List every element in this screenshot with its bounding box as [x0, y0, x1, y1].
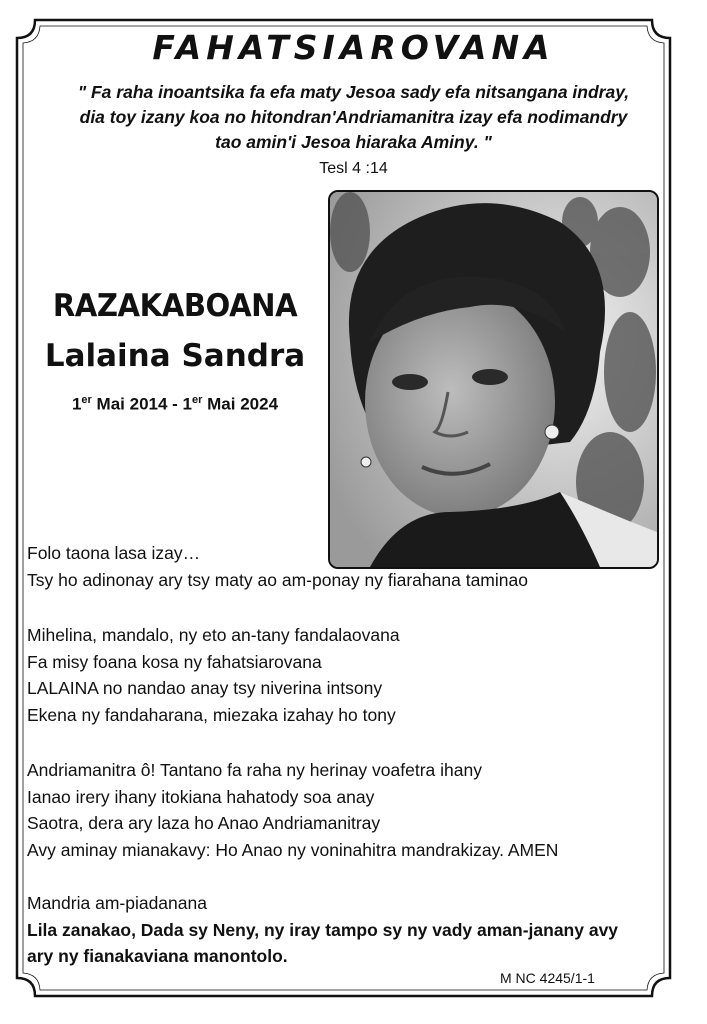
poem-line: Tsy ho adinonay ary tsy maty ao am-ponay ny fiarahana taminao: [27, 569, 528, 590]
poem-line: Fa misy foana kosa ny fahatsiarovana: [27, 651, 322, 672]
quote-line: " Fa raha inoantsika fa efa maty Jesoa sady efa nitsangana indray,: [77, 82, 630, 102]
page-title: FAHATSIAROVANA: [152, 28, 555, 67]
poem-line: Saotra, dera ary laza ho Anao Andriamanitray: [27, 813, 381, 833]
life-dates: 1er Mai 2014 - 1er Mai 2024: [71, 394, 279, 414]
quote-line: tao amin'i Jesoa hiaraka Aminy. ": [215, 132, 492, 152]
portrait-photo-icon: [330, 192, 657, 567]
poem-line: Ianao irery ihany itokiana hahatody soa anay: [27, 786, 375, 807]
poem-line: Ekena ny fandaharana, miezaka izahay ho tony: [27, 704, 396, 725]
poem-stanza-1: [27, 540, 667, 593]
deceased-given-names: Lalaina Sandra: [44, 338, 306, 374]
poem-stanza-3: [27, 757, 667, 863]
reference-code: M NC 4245/1-1: [500, 970, 595, 986]
poem-line: Mihelina, mandalo, ny eto an-tany fandalaovana: [27, 625, 400, 645]
poem-line: Andriamanitra ô! Tantano fa raha ny herinay voafetra ihany: [27, 760, 482, 780]
poem-line: Avy aminay mianakavy: Ho Anao ny voninahitra mandrakizay. AMEN: [27, 839, 559, 860]
deceased-surname: RAZAKABOANA: [52, 288, 298, 324]
quote-line: dia toy izany koa no hitondran'Andriamanitra izay efa nodimandry: [79, 107, 628, 127]
family-names-line: ary ny fianakaviana manontolo.: [27, 946, 288, 966]
scripture-quote: [30, 80, 677, 155]
family-names-line: Lila zanakao, Dada sy Neny, ny iray tampo sy ny vady aman-janany avy: [27, 919, 619, 940]
poem-line: LALAINA no nandao anay tsy niverina intsony: [27, 678, 383, 698]
poem-stanza-2: [27, 622, 667, 728]
portrait-photo: [328, 190, 659, 569]
family-signature: [27, 890, 667, 970]
poem-line: Folo taona lasa izay…: [27, 543, 201, 563]
signature-intro: Mandria am-piadanana: [27, 893, 207, 913]
scripture-reference: Tesl 4 :14: [319, 160, 388, 177]
